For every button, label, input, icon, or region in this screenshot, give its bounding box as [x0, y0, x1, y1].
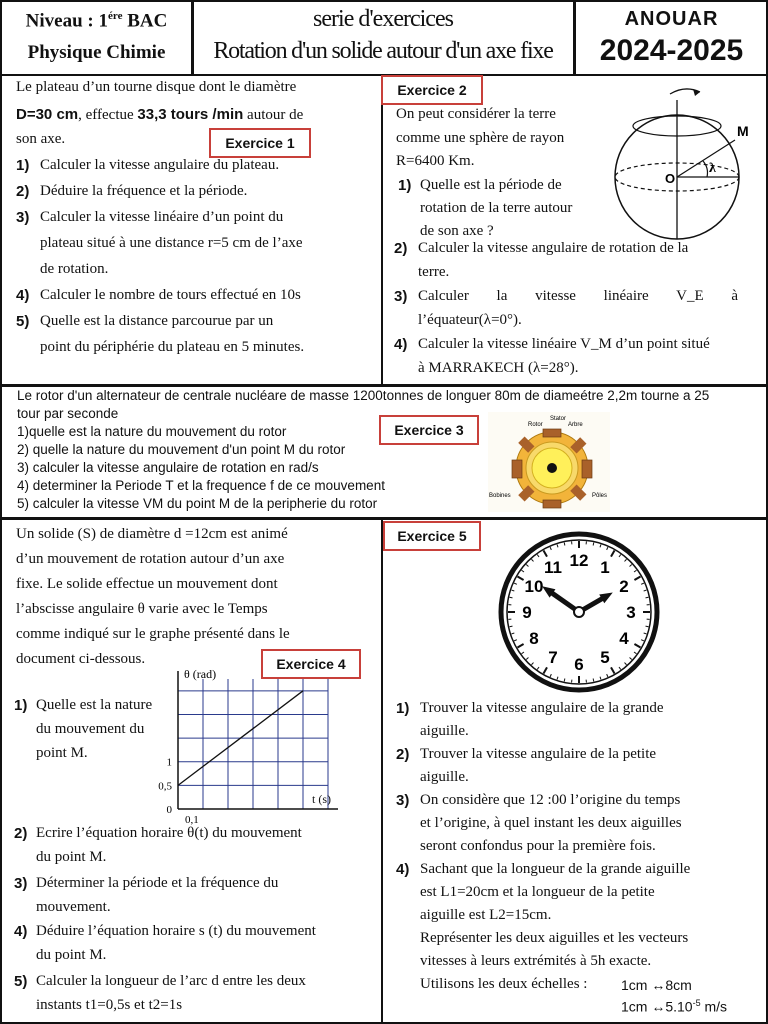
clock-tick: [510, 597, 513, 598]
ex4-intro-line-2: d’un mouvement de rotation autour d’un axe: [16, 551, 285, 567]
ex5-q3-line-2: et l’origine, à quel instant les deux aiguilles: [420, 815, 682, 831]
ex4-q4-line-1: Déduire l’équation horaire s (t) du mouvement: [36, 923, 316, 939]
clock-number: 4: [619, 629, 629, 648]
ex4-intro-line-6: document ci-dessous.: [16, 651, 146, 667]
ex3-line-7: [17, 496, 377, 511]
clock-tick: [564, 543, 565, 546]
ex2-q3-line-1: [418, 288, 738, 305]
ex3-line-3: 1)quelle est la nature du mouvement du rotor: [17, 424, 287, 439]
y-tick-label: 0,5: [158, 780, 172, 793]
ex4-q3-number: 3): [14, 875, 28, 892]
ex1-intro-line-2: D=30 cm, effectue 33,3 tours /min autour de: [16, 106, 304, 123]
ex4-q5-line-2: instants t1=0,5s et t2=1s: [36, 997, 183, 1013]
ex5-q2-line-2: aiguille.: [420, 769, 469, 785]
ex4-q4-number: 4): [14, 923, 28, 940]
ex5-q1-number: 1): [396, 700, 410, 717]
earth-center-label: O: [665, 171, 676, 186]
x-axis-label: t (s): [312, 792, 331, 806]
ex1-intro-line-1: Le plateau d’un tourne disque dont le diamètre: [16, 79, 297, 95]
ex3-line-7-text: 5) calculer la vitesse VM du point M de la peripherie du rotor: [17, 496, 378, 511]
ex2-q4-line-2: à MARRAKECH (λ=28°).: [418, 360, 579, 376]
rotor-label: Rotor: [528, 422, 543, 428]
ex5-q3-line-1: On considère que 12 :00 l’origine du temps: [420, 792, 681, 808]
clock-number: 9: [522, 603, 532, 622]
ex4-q1-line-3: point M.: [36, 745, 88, 761]
clock-tick: [564, 679, 565, 682]
ex2-intro-line-1: On peut considérer la terre: [396, 106, 556, 122]
ex3-line-6: 4) determiner la Periode T et la frequence f de ce mouvement: [17, 478, 385, 493]
ex4-q2-number: 2): [14, 825, 28, 842]
ex4-intro-line-3: fixe. Le solide effectue un mouvement dont: [16, 576, 278, 592]
row1-divider: [381, 74, 383, 386]
clock-number: 3: [626, 603, 636, 622]
ex5-q2-line-1: Trouver la vitesse angulaire de la petite: [420, 746, 657, 762]
ex1-q1-text: Calculer la vitesse angulaire du plateau.: [40, 157, 280, 173]
ex4-q1-line-2: du mouvement du: [36, 721, 145, 737]
ex5-q4-line-1: Sachant que la longueur de la grande aiguille: [420, 861, 691, 877]
exercise-3-label: Exercice 3: [379, 415, 479, 445]
ex1-q3-line-2: plateau situé à une distance r=5 cm de l’axe: [40, 235, 303, 251]
y-axis-label: θ (rad): [184, 667, 217, 681]
ex4-q2-line-1: Ecrire l’équation horaire θ(t) du mouvement: [36, 825, 302, 841]
ex1-q1-number: 1): [16, 157, 30, 174]
ex2-q4-number: 4): [394, 336, 408, 353]
ex5-q3-number: 3): [396, 792, 410, 809]
ex5-q4-line-3: aiguille est L2=15cm.: [420, 907, 552, 923]
ex4-q5-line-1: Calculer la longueur de l’arc d entre les deux: [36, 973, 306, 989]
scale-2-unit: m/s: [700, 998, 728, 1015]
ex1-q3-number: 3): [16, 209, 30, 226]
ex4-q4-line-2: du point M.: [36, 947, 107, 963]
alternator-figure: [488, 412, 610, 512]
topic-title: Rotation d'un solide autour d'un axe fixe: [213, 38, 553, 64]
exercise-4-label: Exercice 4: [261, 649, 361, 679]
ex4-intro-line-4: l’abscisse angulaire θ varie avec le Temps: [16, 601, 268, 617]
ex3-line-2: tour par seconde: [17, 406, 119, 421]
ex1-q3-line-3: de rotation.: [40, 261, 109, 277]
ex1-q5-line-2: point du périphérie du plateau en 5 minutes.: [40, 339, 305, 355]
earth-point-label: M: [737, 123, 749, 139]
ex5-q1-line-1: Trouver la vitesse angulaire de la grande: [420, 700, 664, 716]
bobines-label: Bobines: [489, 493, 511, 499]
ex3-line-4: 2) quelle la nature du mouvement d'un point M du rotor: [17, 442, 346, 457]
clock-number: 6: [574, 655, 584, 674]
ex1-q4-text: Calculer le nombre de tours effectué en 10s: [40, 287, 301, 303]
ex4-q1-number: 1): [14, 697, 28, 714]
ex1-q5-line-1: Quelle est la distance parcourue par un: [40, 313, 274, 329]
clock-tick: [593, 679, 594, 682]
ex2-q1-line-2: rotation de la terre autour: [420, 200, 573, 216]
clock-center: [574, 607, 584, 617]
ex4-intro-line-5: comme indiqué sur le graphe présenté dans le: [16, 626, 290, 642]
exercise-1-label: Exercice 1: [209, 128, 311, 158]
clock-number: 2: [619, 577, 629, 596]
x-tick-label: 0,1: [185, 814, 199, 826]
clock-number: 10: [524, 577, 544, 596]
scale-1: 1cm ↔8cm: [621, 977, 692, 993]
exercise-5-label: Exercice 5: [383, 521, 481, 551]
ex1-intro-line-3: son axe.: [16, 131, 66, 147]
clock-number: 7: [548, 648, 558, 668]
earth-angle-label: λ: [709, 161, 716, 176]
series-title: serie d'exercices: [313, 6, 453, 32]
ex1-q2-number: 2): [16, 183, 30, 200]
ex2-q3-line-2: l’équateur(λ=0°).: [418, 312, 522, 328]
ex2-q1-number: 1): [398, 177, 412, 194]
ex2-q4-line-1: Calculer la vitesse linéaire V_M d’un point situé: [418, 336, 710, 352]
y-tick-label: 1: [166, 756, 172, 769]
clock-number: 1: [600, 557, 610, 577]
clock-number: 8: [529, 629, 539, 648]
stator-label: Stator: [550, 416, 567, 422]
row3-divider: [381, 518, 383, 1024]
ex2-intro-line-2: comme une sphère de rayon: [396, 130, 565, 146]
clock-number: 11: [544, 557, 562, 577]
author: ANOUAR: [624, 8, 719, 30]
exercise-2-label: Exercice 2: [381, 75, 483, 105]
ex2-q1-line-1: Quelle est la période de: [420, 177, 562, 193]
ex1-q3-line-1: Calculer la vitesse linéaire d’un point du: [40, 209, 284, 225]
clock-tick: [646, 597, 649, 598]
ex5-q4-number: 4): [396, 861, 410, 878]
clock-tick: [510, 626, 513, 627]
ex1-q2-text: Déduire la fréquence et la période.: [40, 183, 248, 199]
theta-chart: [150, 664, 340, 826]
ex5-q3-line-3: seront confondus pour la première fois.: [420, 838, 656, 854]
year: 2024-2025: [599, 34, 744, 67]
ex4-intro-line-1: Un solide (S) de diamètre d =12cm est animé: [16, 526, 288, 542]
clock-tick: [646, 626, 649, 627]
scale-2: [621, 998, 727, 1015]
ex5-q4-line-4: Représenter les deux aiguilles et les vecteurs: [420, 930, 689, 946]
clock-figure: [494, 528, 664, 698]
ex4-q3-line-1: Déterminer la période et la fréquence du: [36, 875, 279, 891]
scale-2-value: 1cm ↔5.10: [621, 998, 693, 1015]
earth-figure: [605, 82, 765, 240]
clock-tick: [593, 543, 594, 546]
ex3-line-5: 3) calculer la vitesse angulaire de rotation en rad/s: [17, 460, 319, 475]
ex4-q1-line-1: Quelle est la nature: [36, 697, 153, 713]
arbre-label: Arbre: [568, 422, 583, 428]
clock-number: 12: [569, 551, 589, 570]
poles-label: Pôles: [592, 493, 608, 499]
ex2-q3-number: 3): [394, 288, 408, 305]
ex5-q2-number: 2): [396, 746, 410, 763]
ex2-q2-line-2: terre.: [418, 264, 450, 280]
scale-2-exponent: -5: [692, 998, 701, 1008]
ex2-q2-line-1: Calculer la vitesse angulaire de rotation de la: [418, 240, 689, 256]
subject: Physique Chimie: [27, 42, 166, 63]
ex2-intro-line-3: R=6400 Km.: [396, 153, 475, 169]
ex1-q4-number: 4): [16, 287, 30, 304]
ex4-q2-line-2: du point M.: [36, 849, 107, 865]
ex5-q4-line-5: vitesses à leurs extrémités à 5h exacte.: [420, 953, 652, 969]
level: Niveau : $1^{ére}$ BAC: [25, 10, 168, 32]
ex5-q4-line-6: Utilisons les deux échelles :: [420, 976, 588, 992]
ex5-q1-line-2: aiguille.: [420, 723, 469, 739]
y-tick-label: 0: [166, 804, 172, 816]
ex4-q5-number: 5): [14, 973, 28, 990]
clock-number: 5: [600, 648, 610, 668]
ex2-q2-number: 2): [394, 240, 408, 257]
ex2-q3-line-1-text: Calculer la vitesse linéaire V_E à: [418, 288, 738, 304]
ex5-q4-line-2: est L1=20cm et la longueur de la petite: [420, 884, 655, 900]
ex3-line-1: Le rotor d'un alternateur de centrale nucléare de masse 1200tonnes de longuer 80m de diameétre 2,2m tourne a 25: [17, 388, 710, 403]
ex4-q3-line-2: mouvement.: [36, 899, 111, 915]
ex2-q1-line-3: de son axe ?: [420, 223, 494, 239]
ex1-q5-number: 5): [16, 313, 30, 330]
